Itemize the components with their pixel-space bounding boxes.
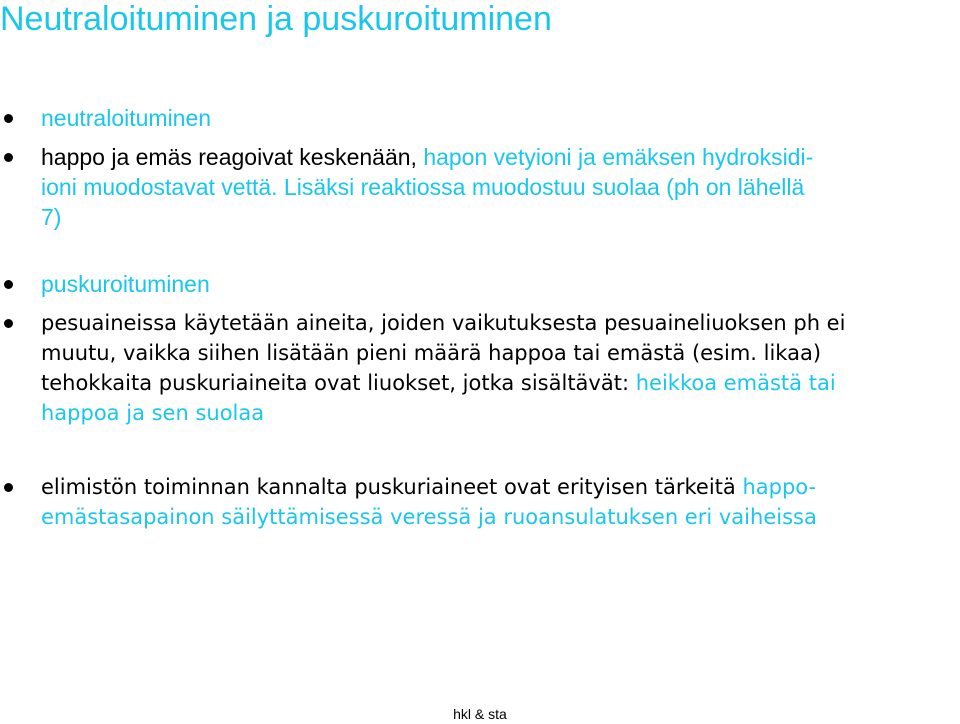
bullet-line (41, 142, 957, 172)
slide-footer: hkl & sta (453, 706, 507, 722)
highlight-run: hapon vetyioni ja emäksen hydroksidi- (423, 144, 814, 170)
text-run: elimistön toiminnan kannalta puskuriaineet ovat erityisen tärkeitä (41, 475, 743, 499)
bullet-dot-icon (4, 319, 13, 328)
text-run: happo ja emäs reagoivat keskenään, (41, 144, 424, 170)
bullet-puskuroituminen (0, 269, 960, 299)
bullet-dot-icon (4, 153, 13, 162)
highlight-run: ioni muodostavat vettä. (41, 174, 284, 200)
bullet-text: neutraloituminen (41, 105, 212, 131)
text-run: tehokkaita puskuriaineita ovat liuokset, jotka sisältävät: (41, 371, 636, 395)
highlight-run: Lisäksi reaktiossa muodostuu suolaa (ph on lähellä (283, 174, 805, 200)
bullet-line: happoa ja sen suolaa (41, 401, 265, 425)
bullet-line (41, 472, 957, 502)
bullet-text: puskuroituminen (41, 271, 210, 297)
bullet-line (41, 368, 957, 398)
slide-title: Neutraloituminen ja puskuroituminen (0, 0, 552, 38)
bullet-dot-icon (4, 483, 13, 492)
bullet-line: pesuaineissa käytetään aineita, joiden vaikutuksesta pesuaineliuoksen ph ei (41, 311, 846, 335)
bullet-dot-icon (4, 114, 13, 123)
bullet-dot-icon (4, 280, 13, 289)
highlight-run: heikkoa emästä tai (635, 371, 836, 395)
bullet-happo-emas (0, 142, 960, 232)
bullet-line: muutu, vaikka siihen lisätään pieni määrä happoa tai emästä (esim. likaa) (41, 341, 822, 365)
bullet-line: 7) (41, 204, 62, 230)
bullet-pesuaineissa (0, 308, 960, 428)
bullet-neutraloituminen (0, 103, 960, 133)
bullet-line: emästasapainon säilyttämisessä veressä ja ruoansulatuksen eri vaiheissa (41, 505, 817, 529)
highlight-run: happo- (742, 475, 817, 499)
bullet-elimiston (0, 472, 960, 532)
bullet-line (41, 172, 957, 202)
